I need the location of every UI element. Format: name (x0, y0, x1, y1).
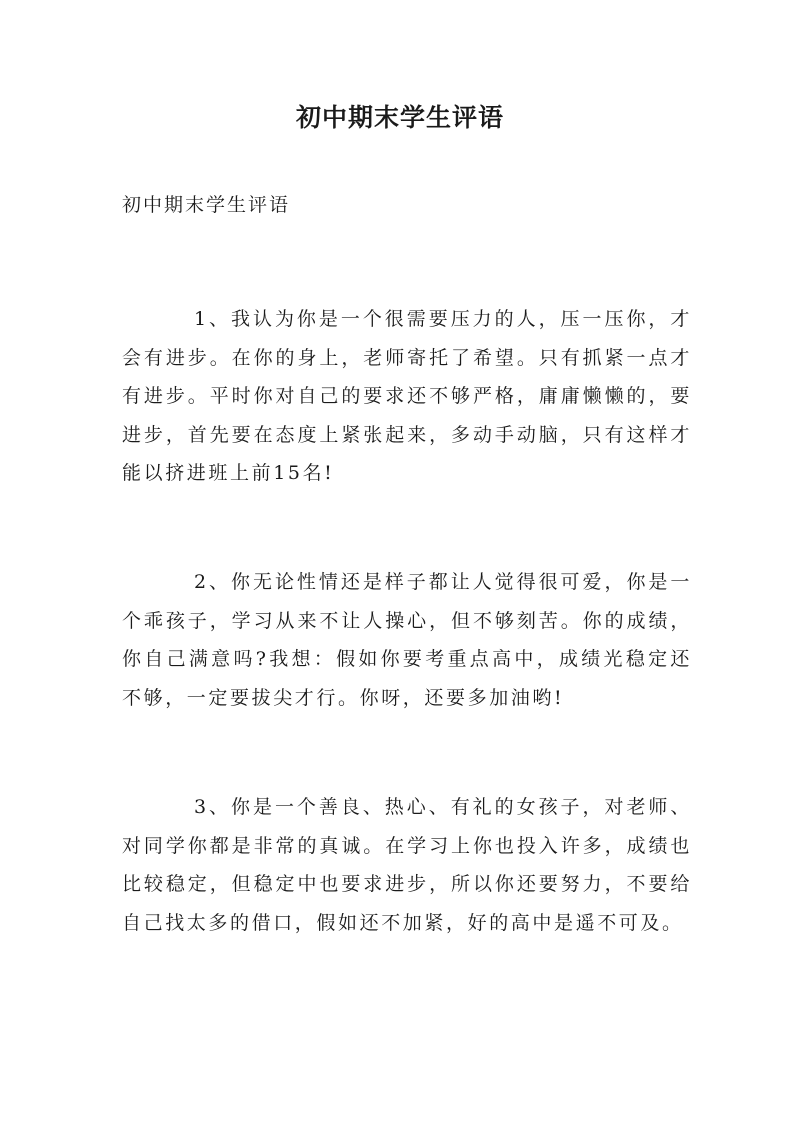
document-title: 初中期末学生评语 (295, 103, 504, 132)
document-subtitle: 初中期末学生评语 (122, 194, 291, 216)
comment-paragraph-2: 2、你无论性情还是样子都让人觉得很可爱，你是一个乖孩子，学习从来不让人操心，但不够刻苦。你的成绩，你自己满意吗?我想：假如你要考重点高中，成绩光稳定还不够，一定要拔尖才行。你呀，还要多加油哟! (122, 571, 692, 709)
comment-paragraph-3: 3、你是一个善良、热心、有礼的女孩子，对老师、对同学你都是非常的真诚。在学习上你也投入许多，成绩也比较稳定，但稳定中也要求进步，所以你还要努力，不要给自己找太多的借口，假如还不加紧，好的高中是遥不可及。 (122, 796, 692, 934)
comment-paragraph-1: 1、我认为你是一个很需要压力的人，压一压你，才会有进步。在你的身上，老师寄托了希望。只有抓紧一点才有进步。平时你对自己的要求还不够严格，庸庸懒懒的，要进步，首先要在态度上紧张起来，多动手动脑，只有这样才能以挤进班上前15名! (122, 308, 692, 484)
